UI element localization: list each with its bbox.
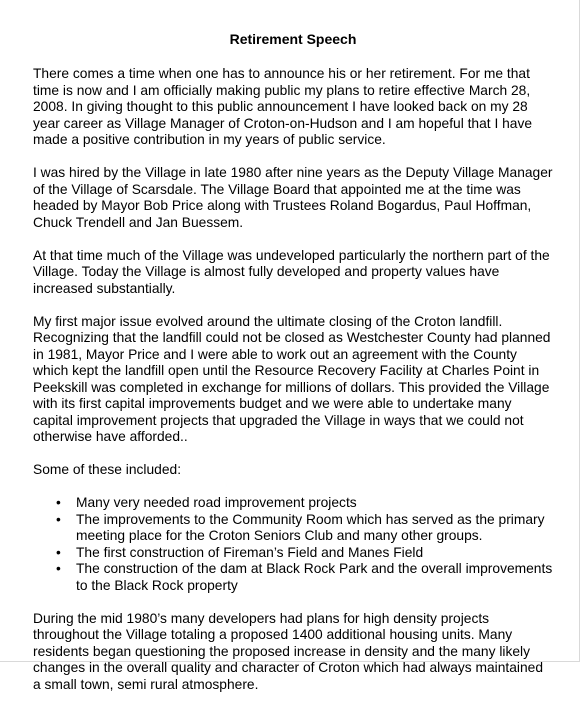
bullet-icon: • [56,544,61,560]
list-item [56,544,553,562]
bullet-icon: • [56,561,61,576]
document-title: Retirement Speech [229,31,357,47]
bullet-icon: • [56,511,61,527]
list-item-text: Many very needed road improvement projects [76,495,357,510]
list-item-text: The first construction of Fireman’s Field and Manes Field [76,544,424,560]
list-item [56,495,553,512]
paragraph-village-development: At that time much of the Village was undeveloped particularly the northern part of the Village. Today the Village is almost fully developed and property values have increased substantially. [33,247,550,296]
paragraph-retirement-announcement: There comes a time when one has to announce his or her retirement. For me that time is now and I am officially making public my plans to retire effective March 28, 2008. In giving thought to this public announcement I have looked back on my 28 year career as Village Manager of Croton-on-Hudson and I am hopeful that I have made a positive contribution in my years of public service. [33,66,533,147]
list-item-text: The construction of the dam at Black Rock Park and the overall improvements to the Black Rock property [76,561,553,593]
bullet-icon: • [56,495,61,510]
list-item [56,561,553,594]
improvements-list [33,495,553,594]
document-body [33,31,553,710]
paragraph-list-intro: Some of these included: [33,462,182,477]
list-item-text: The improvements to the Community Room which has served as the primary meeting place for the Croton Seniors Club and many other groups. [76,511,545,543]
paragraph-density-projects: During the mid 1980’s many developers had plans for high density projects throughout the Village totaling a proposed 1400 additional housing units. Many residents began questioning the proposed increase in density and the many likely changes in the overall quality and character of Croton which had always maintained a small town, semi rural atmosphere. [33,610,544,692]
list-item [56,511,553,545]
paragraph-landfill-issue: My first major issue evolved around the ultimate closing of the Croton landfill. Recognizing that the landfill could not be closed as Westchester County had planned in 1981, Mayor Price and I were able to work out an agreement with the County which kept the landfill open until the Resource Recovery Facility at Charles Point in Peekskill was completed in exchange for millions of dollars. This provided the Village with its first capital improvements budget and we were able to undertake many capital improvement projects that upgraded the Village in ways that we could not otherwise have afforded.. [33,313,551,444]
paragraph-hiring-history: I was hired by the Village in late 1980 after nine years as the Deputy Village Manager of the Village of Scarsdale. The Village Board that appointed me at the time was headed by Mayor Bob Price along with Trustees Roland Bogardus, Paul Hoffman, Chuck Trendell and Jan Buessem. [33,165,553,230]
